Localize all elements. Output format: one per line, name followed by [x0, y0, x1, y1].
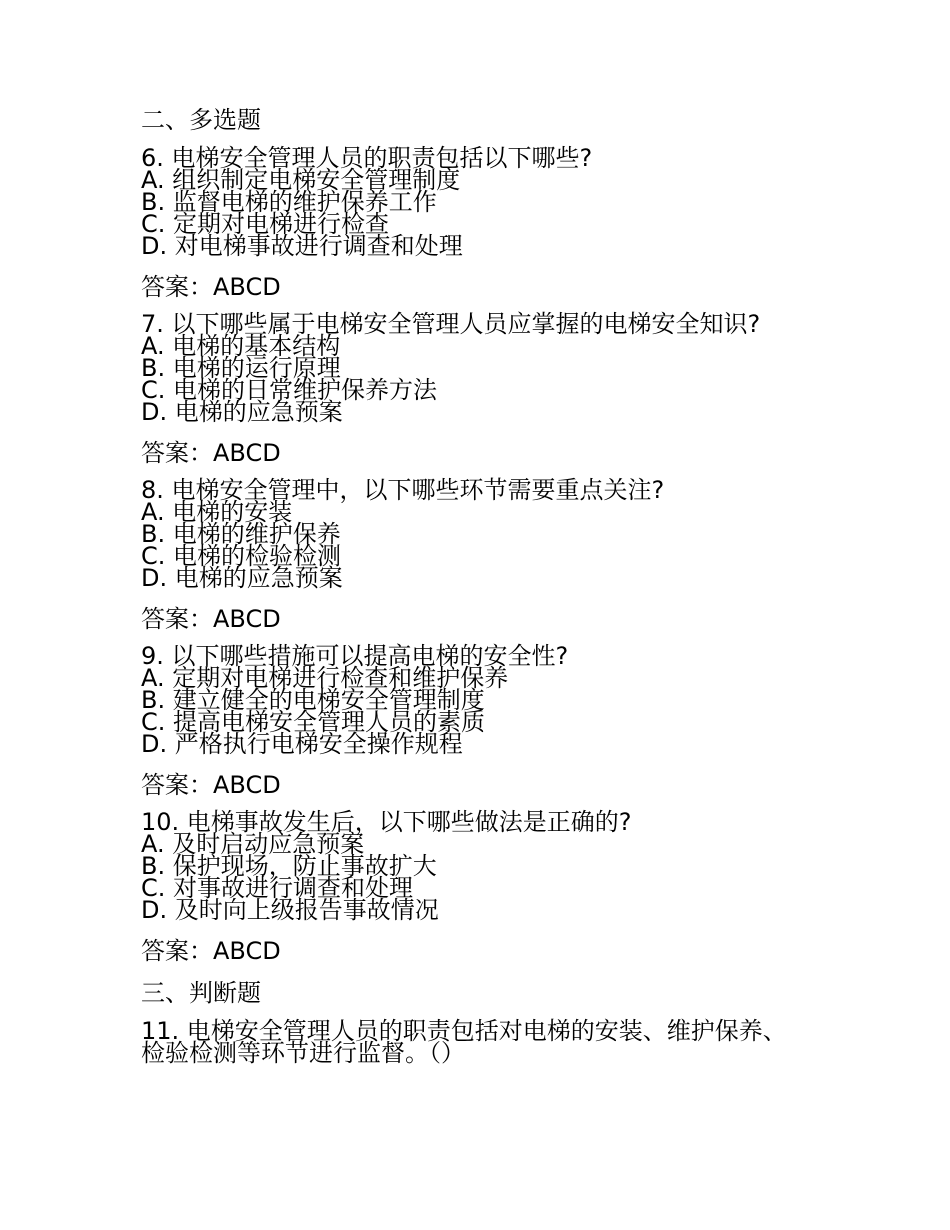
option-c: C. 电梯的检验检测 — [141, 542, 342, 570]
option-b: B. 电梯的维护保养 — [141, 520, 341, 548]
option-a: A. 电梯的安装 — [141, 498, 293, 526]
option-b: B. 保护现场，防止事故扩大 — [141, 852, 437, 880]
option-b: B. 监督电梯的维护保养工作 — [141, 188, 437, 216]
question-8 — [141, 476, 921, 635]
question-10 — [141, 808, 921, 967]
question-text: 8. 电梯安全管理中，以下哪些环节需要重点关注? — [141, 476, 665, 504]
option-d: D. 及时向上级报告事故情况 — [141, 896, 439, 924]
question-text: 9. 以下哪些措施可以提高电梯的安全性? — [141, 642, 569, 670]
answer: 答案：ABCD — [141, 771, 281, 799]
answer: 答案：ABCD — [141, 605, 281, 633]
option-c: C. 对事故进行调查和处理 — [141, 874, 414, 902]
option-a: A. 定期对电梯进行检查和维护保养 — [141, 664, 509, 692]
true-false-heading: 三、判断题 — [141, 979, 261, 1007]
question-text: 10. 电梯事故发生后，以下哪些做法是正确的? — [141, 808, 632, 836]
option-d: D. 对电梯事故进行调查和处理 — [141, 232, 463, 260]
option-a: A. 电梯的基本结构 — [141, 332, 341, 360]
question-text: 6. 电梯安全管理人员的职责包括以下哪些? — [141, 144, 593, 172]
answer: 答案：ABCD — [141, 439, 281, 467]
question-7 — [141, 310, 921, 469]
option-d: D. 电梯的应急预案 — [141, 398, 343, 426]
question-text-line-2: 检验检测等环节进行监督。（） — [141, 1039, 465, 1067]
option-d: D. 电梯的应急预案 — [141, 564, 343, 592]
answer: 答案：ABCD — [141, 273, 281, 301]
option-c: C. 定期对电梯进行检查 — [141, 210, 390, 238]
option-c: C. 提高电梯安全管理人员的素质 — [141, 708, 486, 736]
option-b: B. 建立健全的电梯安全管理制度 — [141, 686, 485, 714]
option-a: A. 组织制定电梯安全管理制度 — [141, 166, 461, 194]
document-page — [141, 104, 921, 1067]
option-c: C. 电梯的日常维护保养方法 — [141, 376, 438, 404]
question-text-line-1: 11. 电梯安全管理人员的职责包括对电梯的安装、维护保养、 — [141, 1017, 787, 1045]
question-9 — [141, 642, 921, 801]
multiple-choice-heading: 二、多选题 — [141, 106, 261, 134]
option-b: B. 电梯的运行原理 — [141, 354, 341, 382]
option-d: D. 严格执行电梯安全操作规程 — [141, 730, 463, 758]
option-a: A. 及时启动应急预案 — [141, 830, 365, 858]
question-6 — [141, 144, 921, 303]
question-text: 7. 以下哪些属于电梯安全管理人员应掌握的电梯安全知识? — [141, 310, 761, 338]
answer: 答案：ABCD — [141, 937, 281, 965]
question-11 — [141, 1017, 921, 1067]
